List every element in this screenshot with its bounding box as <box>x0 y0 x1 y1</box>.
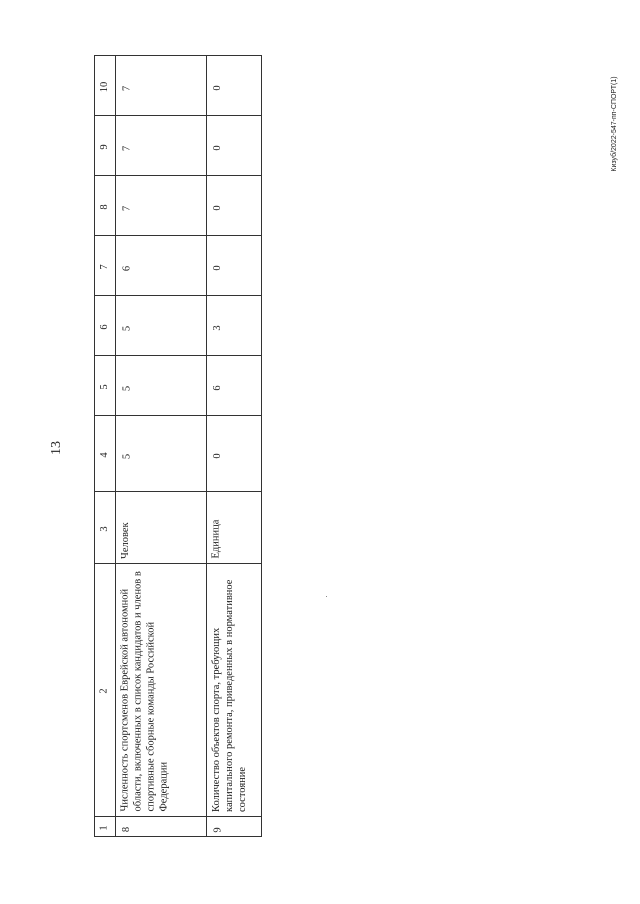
row-9-cell-6: 3 <box>212 325 223 331</box>
row-9-cell-8: 0 <box>212 205 223 211</box>
row-9-cell-10: 0 <box>212 85 223 91</box>
row-9-cell-9: 0 <box>212 145 223 151</box>
scan-speck <box>326 596 327 597</box>
table-rule-horizontal-4 <box>94 415 262 416</box>
row-9-cell-3: Единица <box>210 519 222 559</box>
table-rule-horizontal-9 <box>94 115 262 116</box>
row-8-cell-10: 7 <box>121 85 132 91</box>
row-8-cell-9: 7 <box>121 145 132 151</box>
header-cell-9: 9 <box>98 143 110 150</box>
table-rule-horizontal-10 <box>94 55 262 56</box>
header-cell-5: 5 <box>98 383 110 390</box>
row-9-cell-4: 0 <box>212 453 223 459</box>
page-number: 13 <box>49 441 64 455</box>
row-8-cell-1: 8 <box>121 826 132 833</box>
row-8-cell-7: 6 <box>121 265 132 271</box>
row-8-cell-3: Человек <box>119 521 131 559</box>
header-cell-4: 4 <box>98 451 110 458</box>
table-rule-horizontal-7 <box>94 235 262 236</box>
document-code: Кизуб/2022-547-пп-СПОРТ(1) <box>611 76 618 172</box>
row-8-cell-4: 5 <box>121 453 132 459</box>
header-cell-8: 8 <box>98 203 110 210</box>
header-cell-7: 7 <box>98 263 110 270</box>
row-9-cell-7: 0 <box>212 265 223 271</box>
header-cell-10: 10 <box>98 81 110 92</box>
table-rule-horizontal-6 <box>94 295 262 296</box>
table-rule-horizontal-0 <box>94 836 262 837</box>
header-cell-2: 2 <box>98 688 110 694</box>
header-cell-6: 6 <box>98 323 110 330</box>
row-8-cell-6: 5 <box>121 325 132 331</box>
row-9-cell-5: 6 <box>212 385 223 391</box>
table-rule-horizontal-8 <box>94 175 262 176</box>
table-rule-horizontal-2 <box>94 563 262 564</box>
table-rule-horizontal-3 <box>94 491 262 492</box>
header-cell-1: 1 <box>98 825 110 831</box>
row-8-cell-5: 5 <box>121 385 132 391</box>
header-cell-3: 3 <box>98 525 110 532</box>
row-9-cell-1: 9 <box>212 826 223 833</box>
table-rule-horizontal-5 <box>94 355 262 356</box>
row-8-cell-8: 7 <box>121 205 132 211</box>
data-table <box>94 55 262 837</box>
table-rule-horizontal-1 <box>94 816 262 817</box>
row-8-cell-2: Численность спортсменов Еврейской автономной области, включенных в список кандидатов и членов в спортивные сборные команды Российской Федерации <box>119 571 170 812</box>
row-9-cell-2: Количество объектов спорта, требующих капитального ремонта, приведенных в нормативное состояние <box>210 579 248 812</box>
